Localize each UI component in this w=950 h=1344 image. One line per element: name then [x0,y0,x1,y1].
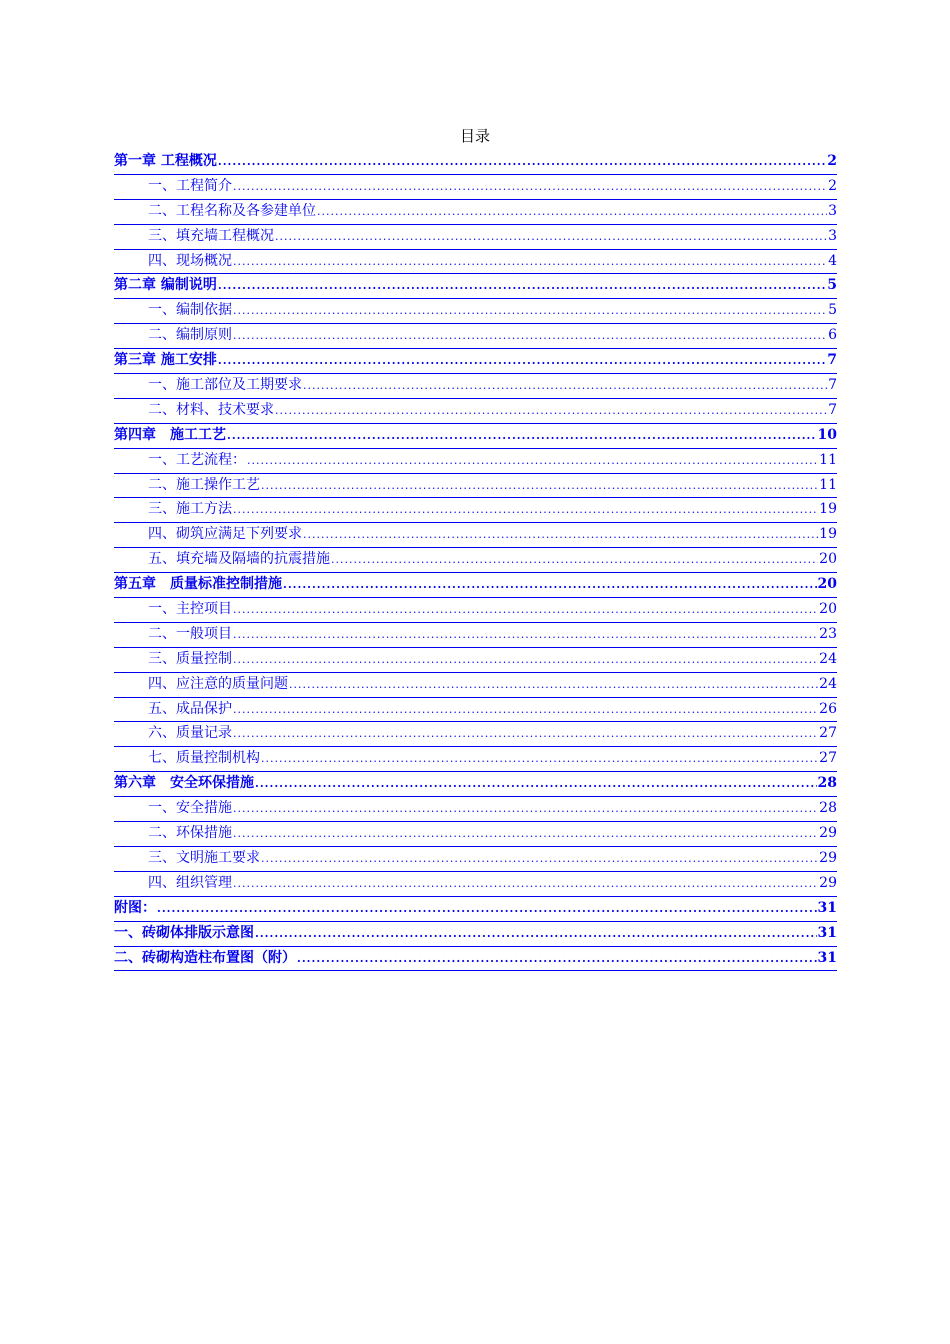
toc-section-link[interactable] [114,399,837,424]
toc-leader-dots [233,300,827,322]
toc-leader-dots [261,475,818,497]
toc-page-number: 3 [828,227,837,244]
toc-entry-text: 第五章 质量标准控制措施 [114,576,282,593]
toc-entry-text: 三、填充墙工程概况 [148,227,274,244]
toc-entry-text: 七、质量控制机构 [148,750,260,767]
toc-leader-dots [303,524,818,546]
toc-leader-dots [233,798,818,820]
toc-section-link[interactable] [114,623,837,648]
toc-entry-text: 四、现场概况 [148,252,232,269]
toc-page-number: 28 [819,800,837,817]
toc-page-number: 7 [828,377,837,394]
toc-entry-text: 六、质量记录 [148,725,232,742]
toc-page-number: 31 [817,899,837,916]
toc-section-link[interactable] [114,797,837,822]
toc-section-link[interactable] [114,648,837,673]
toc-chapter-link[interactable] [114,573,837,598]
toc-page-number: 3 [828,202,837,219]
toc-page-number: 6 [828,327,837,344]
toc-chapter-link[interactable] [114,922,837,947]
toc-page-number: 29 [819,849,837,866]
toc-leader-dots [275,226,827,248]
toc-section-link[interactable] [114,374,837,399]
toc-leader-dots [157,898,817,920]
toc-leader-dots [218,350,826,372]
toc-chapter-link[interactable] [114,897,837,922]
toc-leader-dots [283,574,817,596]
toc-section-link[interactable] [114,324,837,349]
toc-section-link[interactable] [114,722,837,747]
toc-section-link[interactable] [114,449,837,474]
toc-section-link[interactable] [114,822,837,847]
toc-page-number: 24 [819,675,837,692]
toc-leader-dots [233,649,818,671]
toc-section-link[interactable] [114,299,837,324]
toc-page-number: 5 [828,302,837,319]
toc-page-number: 27 [819,750,837,767]
toc-leader-dots [233,325,827,347]
toc-entry-text: 四、应注意的质量问题 [148,675,288,692]
toc-page-number: 24 [819,650,837,667]
toc-leader-dots [255,773,817,795]
toc-section-link[interactable] [114,747,837,772]
toc-page-number: 2 [827,153,837,169]
toc-leader-dots [261,848,818,870]
toc-section-link[interactable] [114,548,837,573]
toc-entry-text: 一、工程简介 [148,177,232,194]
toc-leader-dots [233,251,827,273]
toc-page-number: 2 [828,177,837,194]
toc-leader-dots [233,599,818,621]
toc-leader-dots [297,948,817,970]
toc-entry-text: 五、填充墙及隔墙的抗震措施 [148,551,330,568]
toc-entry-text: 第一章 工程概况 [114,153,217,169]
toc-entry-text: 一、主控项目 [148,601,232,618]
toc-leader-dots [275,400,827,422]
toc-leader-dots [227,425,817,447]
toc-leader-dots [261,748,818,770]
toc-chapter-link[interactable] [114,150,837,175]
toc-entry-text: 一、砖砌体排版示意图 [114,924,254,941]
toc-section-link[interactable] [114,847,837,872]
toc-entry-text: 二、一般项目 [148,625,232,642]
toc-page-number: 23 [819,625,837,642]
toc-section-link[interactable] [114,250,837,275]
toc-section-link[interactable] [114,523,837,548]
toc-page-number: 7 [827,352,837,369]
toc-leader-dots [303,375,827,397]
table-of-contents [114,150,837,971]
toc-page-number: 11 [819,451,837,468]
toc-entry-text: 一、编制依据 [148,302,232,319]
toc-leader-dots [317,201,827,223]
toc-entry-text: 二、砖砌构造柱布置图（附） [114,949,296,966]
toc-entry-text: 二、材料、技术要求 [148,401,274,418]
toc-entry-text: 二、环保措施 [148,825,232,842]
toc-leader-dots [233,176,827,198]
toc-entry-text: 三、施工方法 [148,501,232,518]
toc-page-number: 27 [819,725,837,742]
toc-leader-dots [233,699,818,721]
toc-section-link[interactable] [114,598,837,623]
toc-entry-text: 二、施工操作工艺 [148,476,260,493]
toc-section-link[interactable] [114,225,837,250]
toc-page-number: 26 [819,700,837,717]
toc-page-number: 5 [827,277,837,294]
toc-entry-text: 第六章 安全环保措施 [114,775,254,792]
toc-chapter-link[interactable] [114,424,837,449]
toc-entry-text: 四、砌筑应满足下列要求 [148,526,302,543]
toc-section-link[interactable] [114,698,837,723]
toc-page-number: 31 [817,949,837,966]
toc-page-number: 19 [819,526,837,543]
toc-page-number: 4 [828,252,837,269]
toc-section-link[interactable] [114,200,837,225]
toc-leader-dots [233,499,818,521]
toc-entry-text: 五、成品保护 [148,700,232,717]
toc-page-number: 10 [817,426,837,443]
toc-section-link[interactable] [114,175,837,200]
toc-page-number: 11 [819,476,837,493]
toc-leader-dots [255,923,817,945]
toc-page-number: 20 [817,576,837,593]
toc-entry-text: 二、编制原则 [148,327,232,344]
toc-entry-text: 三、质量控制 [148,650,232,667]
toc-page-number: 19 [819,501,837,518]
toc-leader-dots [289,674,818,696]
toc-leader-dots [218,275,826,297]
toc-section-link[interactable] [114,872,837,897]
toc-page-number: 29 [819,825,837,842]
toc-entry-text: 一、工艺流程： [148,451,246,468]
toc-leader-dots [247,450,818,472]
toc-entry-text: 第三章 施工安排 [114,352,217,369]
toc-entry-text: 三、文明施工要求 [148,849,260,866]
toc-page-number: 20 [819,551,837,568]
toc-entry-text: 四、组织管理 [148,874,232,891]
toc-leader-dots [218,151,826,173]
toc-leader-dots [233,873,818,895]
toc-section-link[interactable] [114,673,837,698]
toc-leader-dots [233,624,818,646]
toc-leader-dots [233,823,818,845]
toc-section-link[interactable] [114,474,837,499]
toc-entry-text: 第四章 施工工艺 [114,426,226,443]
toc-leader-dots [233,723,818,745]
toc-section-link[interactable] [114,498,837,523]
toc-entry-text: 一、安全措施 [148,800,232,817]
toc-page-number: 31 [817,924,837,941]
toc-page-number: 29 [819,874,837,891]
toc-entry-text: 一、施工部位及工期要求 [148,377,302,394]
toc-page-number: 28 [817,775,837,792]
toc-chapter-link[interactable] [114,772,837,797]
toc-chapter-link[interactable] [114,349,837,374]
toc-entry-text: 附图： [114,899,156,916]
toc-page-number: 20 [819,601,837,618]
toc-chapter-link[interactable] [114,274,837,299]
toc-chapter-link[interactable] [114,947,837,972]
toc-leader-dots [331,549,818,571]
toc-entry-text: 二、工程名称及各参建单位 [148,202,316,219]
toc-page-number: 7 [828,401,837,418]
toc-entry-text: 第二章 编制说明 [114,277,217,294]
toc-title: 目录 [459,127,490,145]
